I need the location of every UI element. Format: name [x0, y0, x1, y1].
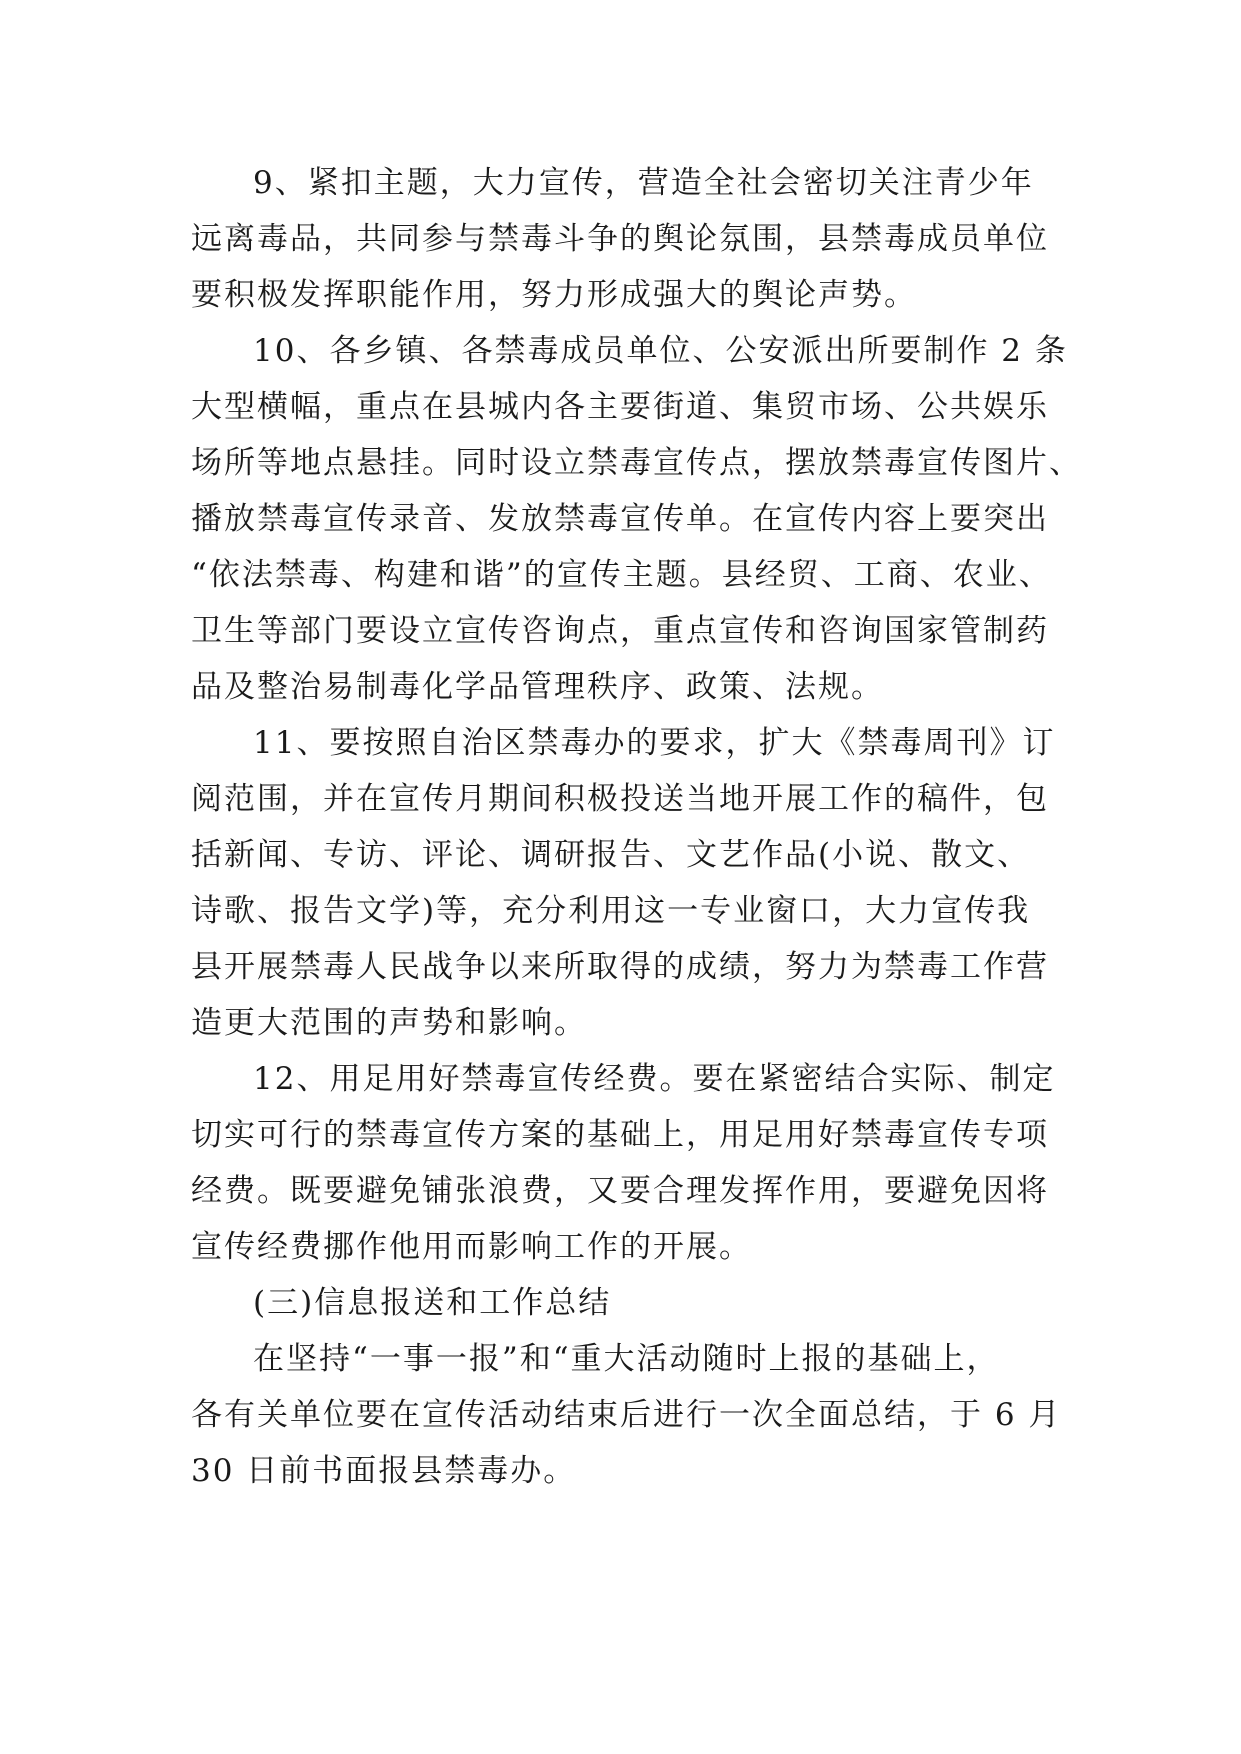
paragraph-reporting — [191, 1331, 1071, 1499]
text-line: 宣传经费挪作他用而影响工作的开展。 — [191, 1229, 752, 1265]
text-line: 在坚持“一事一报”和“重大活动随时上报的基础上， — [253, 1341, 1000, 1377]
text-line: 播放禁毒宣传录音、发放禁毒宣传单。在宣传内容上要突出 — [191, 501, 1049, 537]
paragraph-item-9 — [191, 155, 1071, 323]
paragraph-item-12 — [191, 1051, 1071, 1275]
text-line: 县开展禁毒人民战争以来所取得的成绩，努力为禁毒工作营 — [191, 949, 1049, 985]
text-line: 品及整治易制毒化学品管理秩序、政策、法规。 — [191, 669, 884, 705]
text-line: 各有关单位要在宣传活动结束后进行一次全面总结，于 6 月 — [191, 1397, 1062, 1433]
text-line: 经费。既要避免铺张浪费，又要合理发挥作用，要避免因将 — [191, 1173, 1049, 1209]
text-line: 括新闻、专访、评论、调研报告、文艺作品(小说、散文、 — [191, 837, 1031, 873]
text-line: “依法禁毒、构建和谐”的宣传主题。县经贸、工商、农业、 — [191, 557, 1052, 593]
document-body — [191, 155, 1082, 1499]
text-line: (三)信息报送和工作总结 — [253, 1285, 612, 1321]
text-line: 远离毒品，共同参与禁毒斗争的舆论氛围，县禁毒成员单位 — [191, 221, 1049, 257]
paragraph-item-10 — [191, 323, 1082, 715]
text-line: 阅范围，并在宣传月期间积极投送当地开展工作的稿件，包 — [191, 781, 1049, 817]
text-line: 诗歌、报告文学)等，充分利用这一专业窗口，大力宣传我 — [191, 893, 1031, 929]
text-line: 卫生等部门要设立宣传咨询点，重点宣传和咨询国家管制药 — [191, 613, 1049, 649]
text-line: 30 日前书面报县禁毒办。 — [191, 1453, 577, 1489]
text-line: 大型横幅，重点在县城内各主要街道、集贸市场、公共娱乐 — [191, 389, 1049, 425]
section-heading — [191, 1275, 1071, 1331]
paragraph-item-11 — [191, 715, 1071, 1051]
text-line: 9、紧扣主题，大力宣传，营造全社会密切关注青少年 — [253, 165, 1034, 201]
text-line: 10、各乡镇、各禁毒成员单位、公安派出所要制作 2 条 — [253, 333, 1068, 369]
text-line: 要积极发挥职能作用，努力形成强大的舆论声势。 — [191, 277, 917, 313]
text-line: 11、要按照自治区禁毒办的要求，扩大《禁毒周刊》订 — [253, 725, 1056, 761]
text-line: 切实可行的禁毒宣传方案的基础上，用足用好禁毒宣传专项 — [191, 1117, 1049, 1153]
text-line: 场所等地点悬挂。同时设立禁毒宣传点，摆放禁毒宣传图片、 — [191, 445, 1082, 481]
text-line: 12、用足用好禁毒宣传经费。要在紧密结合实际、制定 — [253, 1061, 1056, 1097]
text-line: 造更大范围的声势和影响。 — [191, 1005, 587, 1041]
